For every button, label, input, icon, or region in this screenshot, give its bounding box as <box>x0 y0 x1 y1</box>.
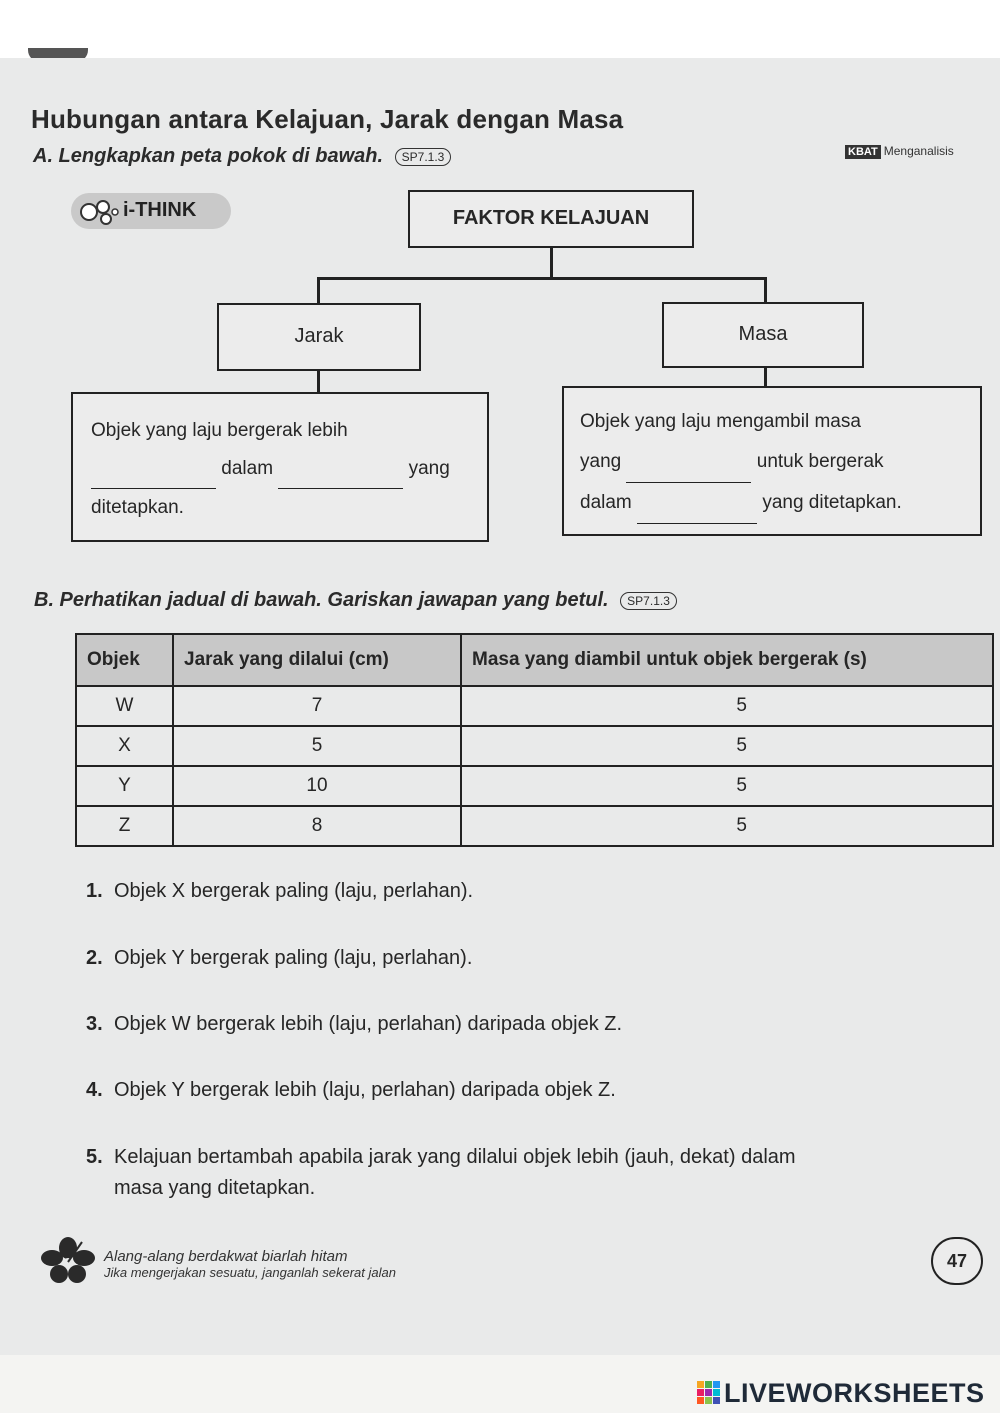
table-cell-jarak: 8 <box>173 806 461 846</box>
masa-desc-line3 <box>580 483 964 524</box>
table-header-masa: Masa yang diambil untuk objek bergerak (s) <box>461 634 993 686</box>
tree-branch-masa: Masa <box>662 302 864 368</box>
tree-branch-jarak: Jarak <box>217 303 421 371</box>
answer-blank-3[interactable] <box>626 442 751 483</box>
question-number: 2. <box>86 947 103 969</box>
masa-desc-line2 <box>580 442 964 483</box>
table-cell-masa: 5 <box>461 766 993 806</box>
page-top-margin <box>0 0 1000 58</box>
table-cell-jarak: 5 <box>173 726 461 766</box>
ithink-tag <box>71 193 231 229</box>
page-title: Hubungan antara Kelajuan, Jarak dengan Masa <box>31 104 624 134</box>
connector-right-down <box>764 277 767 303</box>
footer-meaning: Jika mengerjakan sesuatu, janganlah sekerat jalan <box>104 1265 396 1280</box>
table-row <box>76 806 993 846</box>
tree-root-box: FAKTOR KELAJUAN <box>408 190 694 248</box>
answer-blank-1[interactable] <box>91 450 216 489</box>
connector-horizontal <box>317 277 767 280</box>
question-text: Objek W bergerak lebih (laju, perlahan) daripada objek Z. <box>114 1013 623 1035</box>
masa-description-box <box>562 386 982 536</box>
data-table <box>75 633 994 847</box>
table-cell-jarak: 7 <box>173 686 461 726</box>
masa-desc-line3-end: yang ditetapkan. <box>762 492 902 513</box>
bubbles-icon <box>79 198 121 226</box>
section-a-text: A. Lengkapkan peta pokok di bawah. <box>33 145 384 167</box>
question-text: Kelajuan bertambah apabila jarak yang dilalui objek lebih (jauh, dekat) dalam <box>114 1146 796 1168</box>
question-2[interactable] <box>86 947 472 970</box>
kbat-tag <box>845 144 954 159</box>
table-header-objek: Objek <box>76 634 173 686</box>
footer-proverb: Alang-alang berdakwat biarlah hitam <box>104 1248 348 1265</box>
answer-blank-4[interactable] <box>637 483 757 524</box>
question-text: Objek Y bergerak lebih (laju, perlahan) daripada objek Z. <box>114 1079 616 1101</box>
masa-desc-line3-start: dalam <box>580 492 632 513</box>
jarak-desc-end: yang <box>408 458 450 479</box>
table-row <box>76 686 993 726</box>
question-number: 5. <box>86 1146 103 1168</box>
brand-name: LIVEWORKSHEETS <box>724 1378 985 1408</box>
jarak-desc-line1: Objek yang laju bergerak lebih <box>91 420 348 441</box>
masa-desc-start: yang <box>580 451 622 472</box>
table-row <box>76 726 993 766</box>
masa-desc-line1: Objek yang laju mengambil masa <box>580 411 861 432</box>
table-cell-objek: X <box>76 726 173 766</box>
table-cell-objek: Y <box>76 766 173 806</box>
ithink-label: i-THINK <box>123 199 197 221</box>
connector-root-down <box>550 247 553 279</box>
answer-blank-2[interactable] <box>278 450 403 489</box>
hibiscus-icon <box>38 1236 98 1286</box>
jarak-desc-mid: dalam <box>221 458 274 479</box>
kbat-label: Menganalisis <box>883 144 954 158</box>
table-cell-objek: Z <box>76 806 173 846</box>
question-text: Objek X bergerak paling (laju, perlahan). <box>114 880 474 902</box>
section-b-instruction <box>34 589 677 612</box>
question-3[interactable] <box>86 1013 622 1036</box>
table-cell-jarak: 10 <box>173 766 461 806</box>
question-number: 1. <box>86 880 103 902</box>
jarak-description-box <box>71 392 489 542</box>
page-number: 47 <box>931 1237 983 1285</box>
table-cell-masa: 5 <box>461 726 993 766</box>
question-1[interactable] <box>86 880 473 903</box>
question-5[interactable] <box>86 1146 796 1169</box>
section-a-instruction <box>33 145 451 168</box>
table-cell-masa: 5 <box>461 686 993 726</box>
table-header-jarak: Jarak yang dilalui (cm) <box>173 634 461 686</box>
liveworksheets-brand <box>724 1378 985 1409</box>
question-4[interactable] <box>86 1079 616 1102</box>
table-cell-masa: 5 <box>461 806 993 846</box>
table-cell-objek: W <box>76 686 173 726</box>
question-5-continuation: masa yang ditetapkan. <box>114 1177 316 1199</box>
table-header-row <box>76 634 993 686</box>
masa-desc-end: untuk bergerak <box>756 451 884 472</box>
section-b-code-badge: SP7.1.3 <box>620 592 677 610</box>
connector-jarak-desc <box>317 370 320 393</box>
table-row <box>76 766 993 806</box>
jarak-desc-line2 <box>91 450 469 489</box>
jarak-desc-line3: ditetapkan. <box>91 497 184 518</box>
question-number: 3. <box>86 1013 103 1035</box>
question-text: Objek Y bergerak paling (laju, perlahan). <box>114 947 473 969</box>
connector-left-down <box>317 277 320 304</box>
liveworksheets-logo-icon <box>697 1381 721 1405</box>
question-number: 4. <box>86 1079 103 1101</box>
section-b-text: B. Perhatikan jadual di bawah. Gariskan jawapan yang betul. <box>34 589 609 611</box>
section-a-code-badge: SP7.1.3 <box>395 148 452 166</box>
kbat-badge: KBAT <box>845 145 881 159</box>
connector-masa-desc <box>764 367 767 387</box>
